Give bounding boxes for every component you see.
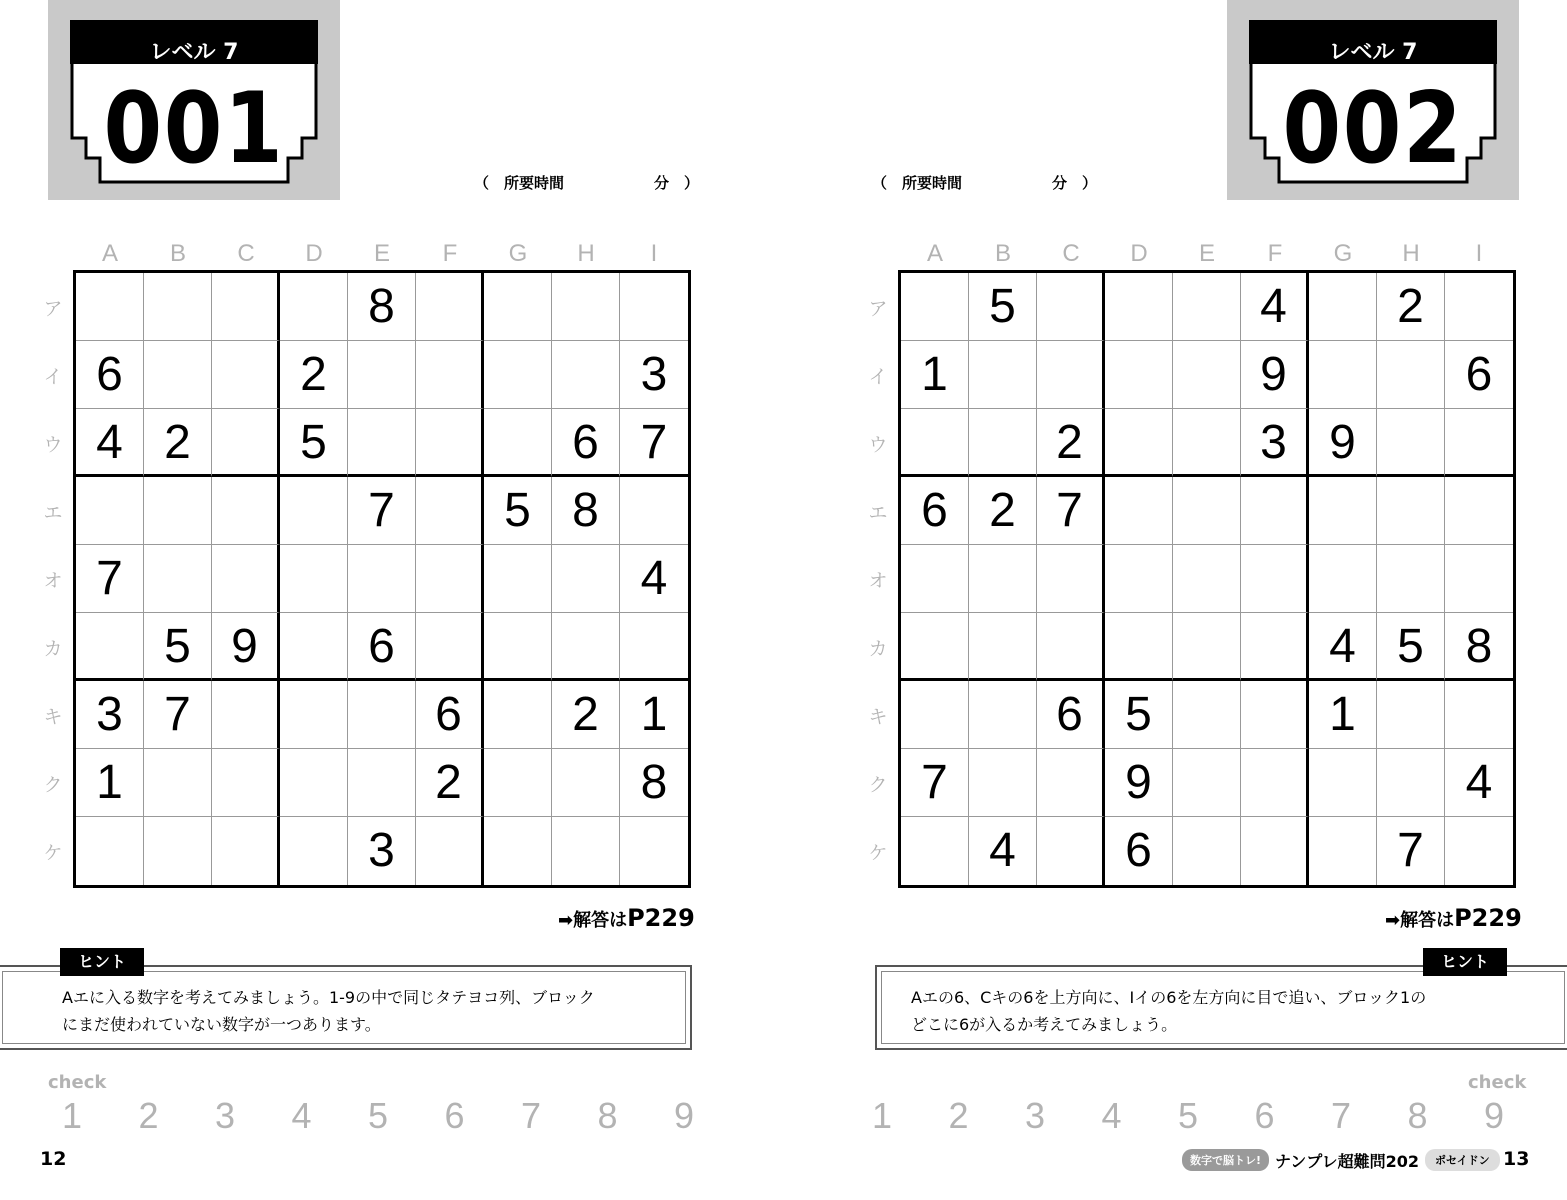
level-label: レベル 7 bbox=[1328, 40, 1418, 65]
grid-cell[interactable] bbox=[416, 817, 484, 885]
grid-cell[interactable] bbox=[969, 749, 1037, 817]
grid-cell[interactable]: 5 bbox=[969, 273, 1037, 341]
grid-cell[interactable] bbox=[1105, 409, 1173, 477]
answer-page: P229 bbox=[1454, 904, 1522, 932]
grid-cell[interactable]: 9 bbox=[212, 613, 280, 681]
grid-cell[interactable] bbox=[1309, 545, 1377, 613]
column-label: I bbox=[650, 240, 658, 267]
hint-text bbox=[911, 984, 1426, 1038]
grid-cell[interactable] bbox=[1037, 273, 1105, 341]
check-number[interactable]: 9 bbox=[1483, 1095, 1505, 1136]
grid-cell[interactable]: 8 bbox=[620, 749, 688, 817]
grid-cell[interactable]: 1 bbox=[620, 681, 688, 749]
grid-cell[interactable] bbox=[1173, 613, 1241, 681]
grid-cell[interactable]: 7 bbox=[901, 749, 969, 817]
right-page bbox=[783, 0, 1567, 1200]
book-footer bbox=[1182, 1148, 1500, 1172]
grid-cell[interactable]: 7 bbox=[1037, 477, 1105, 545]
grid-cell[interactable] bbox=[484, 545, 552, 613]
grid-cell[interactable] bbox=[280, 613, 348, 681]
grid-cell[interactable] bbox=[969, 341, 1037, 409]
check-number[interactable]: 5 bbox=[367, 1095, 389, 1136]
grid-cell[interactable]: 6 bbox=[1445, 341, 1513, 409]
grid-cell[interactable]: 5 bbox=[280, 409, 348, 477]
grid-cell[interactable] bbox=[76, 613, 144, 681]
grid-cell[interactable]: 6 bbox=[1105, 817, 1173, 885]
grid-cell[interactable] bbox=[1037, 613, 1105, 681]
grid-cell[interactable] bbox=[620, 613, 688, 681]
grid-cell[interactable] bbox=[620, 477, 688, 545]
grid-cell[interactable] bbox=[1173, 817, 1241, 885]
grid-cell[interactable]: 8 bbox=[348, 273, 416, 341]
grid-cell[interactable] bbox=[144, 273, 212, 341]
grid-cell[interactable] bbox=[484, 749, 552, 817]
grid-cell[interactable]: 1 bbox=[1309, 681, 1377, 749]
grid-cell[interactable] bbox=[212, 341, 280, 409]
grid-cell[interactable] bbox=[552, 545, 620, 613]
grid-cell[interactable] bbox=[280, 681, 348, 749]
grid-cell[interactable]: 7 bbox=[144, 681, 212, 749]
hint-line: Aエに入る数字を考えてみましょう。1-9の中で同じタテヨコ列、ブロック bbox=[62, 988, 595, 1007]
left-page bbox=[0, 0, 783, 1200]
grid-cell[interactable] bbox=[1241, 817, 1309, 885]
check-number[interactable]: 2 bbox=[138, 1095, 159, 1136]
grid-cell[interactable]: 3 bbox=[76, 681, 144, 749]
grid-cell[interactable] bbox=[901, 545, 969, 613]
grid-cell[interactable] bbox=[901, 817, 969, 885]
hint-line: どこに6が入るか考えてみましょう。 bbox=[911, 1015, 1178, 1034]
grid-cell[interactable]: 1 bbox=[76, 749, 144, 817]
level-badge bbox=[70, 20, 318, 185]
answer-prefix: ➡解答は bbox=[558, 910, 628, 931]
grid-cell[interactable] bbox=[280, 477, 348, 545]
grid-cell[interactable] bbox=[484, 273, 552, 341]
grid-cell[interactable]: 6 bbox=[348, 613, 416, 681]
grid-cell[interactable] bbox=[144, 749, 212, 817]
column-label: C bbox=[237, 240, 255, 267]
grid-cell[interactable] bbox=[484, 613, 552, 681]
grid-cell[interactable]: 6 bbox=[76, 341, 144, 409]
grid-cell[interactable] bbox=[1309, 341, 1377, 409]
hint-text bbox=[62, 984, 595, 1038]
row-label: ケ bbox=[43, 842, 63, 864]
grid-cell[interactable] bbox=[1241, 477, 1309, 545]
answer-reference[interactable] bbox=[558, 904, 695, 932]
grid-cell[interactable] bbox=[348, 749, 416, 817]
grid-cell[interactable] bbox=[1105, 613, 1173, 681]
row-label: ク bbox=[868, 774, 888, 796]
grid-cell[interactable] bbox=[1445, 545, 1513, 613]
grid-cell[interactable]: 2 bbox=[1377, 273, 1445, 341]
hint-label: ヒント bbox=[60, 948, 144, 976]
grid-cell[interactable]: 7 bbox=[1377, 817, 1445, 885]
check-number[interactable]: 3 bbox=[214, 1095, 236, 1136]
grid-cell[interactable] bbox=[280, 545, 348, 613]
grid-cell[interactable]: 4 bbox=[620, 545, 688, 613]
grid-cell[interactable]: 4 bbox=[969, 817, 1037, 885]
row-label: エ bbox=[43, 502, 63, 524]
grid-cell[interactable] bbox=[76, 477, 144, 545]
check-label: check bbox=[48, 1072, 107, 1093]
check-number[interactable]: 9 bbox=[673, 1095, 695, 1136]
grid-cell[interactable] bbox=[280, 273, 348, 341]
hint-line: Aエの6、Cキの6を上方向に、Iイの6を左方向に目で追い、ブロック1の bbox=[911, 988, 1427, 1007]
check-number[interactable]: 8 bbox=[597, 1095, 618, 1136]
grid-cell[interactable] bbox=[1445, 273, 1513, 341]
row-label: エ bbox=[868, 502, 888, 524]
grid-cell[interactable]: 9 bbox=[1309, 409, 1377, 477]
grid-cell[interactable]: 4 bbox=[1445, 749, 1513, 817]
grid-cell[interactable] bbox=[212, 545, 280, 613]
column-label: G bbox=[508, 240, 528, 267]
grid-cell[interactable] bbox=[969, 681, 1037, 749]
column-label: A bbox=[101, 240, 118, 267]
check-number[interactable]: 2 bbox=[948, 1095, 969, 1136]
grid-cell[interactable]: 2 bbox=[1037, 409, 1105, 477]
hint-line: にまだ使われていない数字が一つあります。 bbox=[62, 1015, 381, 1034]
level-badge bbox=[1249, 20, 1497, 185]
grid-cell[interactable] bbox=[1445, 409, 1513, 477]
grid-cell[interactable] bbox=[1105, 273, 1173, 341]
footer-pill: 数字で脳トレ! bbox=[1182, 1149, 1269, 1171]
grid-cell[interactable] bbox=[1445, 681, 1513, 749]
row-label: ク bbox=[43, 774, 63, 796]
grid-cell[interactable] bbox=[620, 273, 688, 341]
grid-cell[interactable] bbox=[1173, 341, 1241, 409]
grid-cell[interactable] bbox=[212, 273, 280, 341]
grid-cell[interactable] bbox=[552, 749, 620, 817]
row-label: カ bbox=[43, 638, 63, 660]
check-number[interactable]: 4 bbox=[1101, 1095, 1122, 1136]
grid-cell[interactable] bbox=[1173, 681, 1241, 749]
check-number[interactable]: 1 bbox=[871, 1095, 893, 1136]
row-label: ケ bbox=[868, 842, 888, 864]
grid-cell[interactable] bbox=[212, 477, 280, 545]
check-number[interactable]: 6 bbox=[444, 1095, 465, 1136]
page-number: 12 bbox=[40, 1148, 67, 1170]
grid-cell[interactable]: 2 bbox=[552, 681, 620, 749]
grid-cell[interactable] bbox=[620, 817, 688, 885]
grid-cell[interactable] bbox=[280, 817, 348, 885]
grid-cell[interactable]: 7 bbox=[76, 545, 144, 613]
grid-cell[interactable] bbox=[144, 341, 212, 409]
grid-cell[interactable] bbox=[1173, 545, 1241, 613]
column-label: G bbox=[1333, 240, 1353, 267]
column-label: F bbox=[442, 240, 458, 267]
answer-reference[interactable] bbox=[1385, 904, 1522, 932]
column-label: A bbox=[926, 240, 943, 267]
grid-cell[interactable]: 8 bbox=[1445, 613, 1513, 681]
grid-cell[interactable] bbox=[1173, 477, 1241, 545]
column-label: D bbox=[305, 240, 323, 267]
grid-cell[interactable] bbox=[1377, 477, 1445, 545]
grid-cell[interactable] bbox=[1445, 477, 1513, 545]
grid-cell[interactable]: 5 bbox=[484, 477, 552, 545]
grid-cell[interactable] bbox=[1309, 273, 1377, 341]
grid-cell[interactable] bbox=[1173, 409, 1241, 477]
grid-cell[interactable]: 9 bbox=[1105, 749, 1173, 817]
row-label: イ bbox=[868, 366, 888, 388]
grid-cell[interactable] bbox=[1241, 545, 1309, 613]
column-label: F bbox=[1267, 240, 1283, 267]
time-field[interactable]: （ 所要時間 分 ） bbox=[474, 174, 700, 192]
grid-cell[interactable]: 5 bbox=[144, 613, 212, 681]
grid-cell[interactable] bbox=[1105, 341, 1173, 409]
grid-cell[interactable] bbox=[484, 341, 552, 409]
footer-title: ナンプレ超難問202 bbox=[1275, 1151, 1419, 1171]
check-number[interactable]: 5 bbox=[1177, 1095, 1199, 1136]
grid-cell[interactable] bbox=[1241, 749, 1309, 817]
grid-cell[interactable]: 5 bbox=[1105, 681, 1173, 749]
row-label: カ bbox=[868, 638, 888, 660]
grid-cell[interactable] bbox=[1037, 749, 1105, 817]
grid-cell[interactable] bbox=[1309, 477, 1377, 545]
row-label: キ bbox=[868, 706, 888, 728]
check-number[interactable]: 6 bbox=[1254, 1095, 1275, 1136]
grid-cell[interactable]: 3 bbox=[1241, 409, 1309, 477]
answer-page: P229 bbox=[627, 904, 695, 932]
grid-cell[interactable] bbox=[76, 273, 144, 341]
grid-cell[interactable] bbox=[901, 409, 969, 477]
grid-cell[interactable] bbox=[552, 817, 620, 885]
grid-cell[interactable]: 4 bbox=[1241, 273, 1309, 341]
grid-cell[interactable] bbox=[212, 409, 280, 477]
grid-cell[interactable] bbox=[552, 341, 620, 409]
grid-cell[interactable]: 6 bbox=[1037, 681, 1105, 749]
row-label: ア bbox=[43, 298, 63, 320]
grid-cell[interactable] bbox=[901, 681, 969, 749]
grid-cell[interactable]: 6 bbox=[901, 477, 969, 545]
grid-cell[interactable] bbox=[212, 749, 280, 817]
column-label: D bbox=[1130, 240, 1148, 267]
grid-cell[interactable] bbox=[969, 613, 1037, 681]
grid-cell[interactable] bbox=[484, 681, 552, 749]
grid-cell[interactable] bbox=[1105, 477, 1173, 545]
grid-cell[interactable]: 4 bbox=[76, 409, 144, 477]
page-number: 13 bbox=[1503, 1148, 1530, 1170]
grid-cell[interactable]: 4 bbox=[1309, 613, 1377, 681]
grid-cell[interactable]: 2 bbox=[144, 409, 212, 477]
column-label: E bbox=[1198, 240, 1215, 267]
column-label: C bbox=[1062, 240, 1080, 267]
grid-cell[interactable] bbox=[416, 545, 484, 613]
grid-cell[interactable]: 2 bbox=[416, 749, 484, 817]
row-label: オ bbox=[43, 570, 63, 592]
grid-cell[interactable] bbox=[1309, 749, 1377, 817]
sudoku-grid bbox=[898, 270, 1516, 888]
grid-cell[interactable] bbox=[1037, 545, 1105, 613]
grid-cell[interactable] bbox=[1241, 681, 1309, 749]
check-number[interactable]: 8 bbox=[1407, 1095, 1428, 1136]
grid-cell[interactable] bbox=[1105, 545, 1173, 613]
grid-cell[interactable] bbox=[144, 817, 212, 885]
row-label: ウ bbox=[43, 434, 63, 456]
grid-cell[interactable]: 9 bbox=[1241, 341, 1309, 409]
check-number[interactable]: 7 bbox=[520, 1095, 542, 1136]
grid-cell[interactable] bbox=[1173, 273, 1241, 341]
row-label: ウ bbox=[868, 434, 888, 456]
grid-cell[interactable] bbox=[901, 273, 969, 341]
grid-cell[interactable] bbox=[1377, 409, 1445, 477]
check-number[interactable]: 7 bbox=[1330, 1095, 1352, 1136]
grid-cell[interactable] bbox=[416, 409, 484, 477]
row-label: オ bbox=[868, 570, 888, 592]
answer-prefix: ➡解答は bbox=[1385, 910, 1455, 931]
grid-cell[interactable]: 5 bbox=[1377, 613, 1445, 681]
grid-cell[interactable] bbox=[969, 409, 1037, 477]
grid-cell[interactable] bbox=[348, 341, 416, 409]
column-label: B bbox=[169, 240, 186, 267]
grid-cell[interactable] bbox=[76, 817, 144, 885]
grid-cell[interactable] bbox=[416, 477, 484, 545]
time-field[interactable]: （ 所要時間 分 ） bbox=[872, 174, 1098, 192]
grid-cell[interactable] bbox=[1037, 817, 1105, 885]
grid-cell[interactable]: 6 bbox=[552, 409, 620, 477]
grid-cell[interactable] bbox=[484, 409, 552, 477]
grid-cell[interactable] bbox=[1445, 817, 1513, 885]
level-label: レベル 7 bbox=[149, 40, 239, 65]
grid-cell[interactable] bbox=[1377, 545, 1445, 613]
grid-cell[interactable]: 2 bbox=[280, 341, 348, 409]
check-label: check bbox=[1468, 1072, 1527, 1093]
grid-cell[interactable] bbox=[1241, 613, 1309, 681]
grid-cell[interactable] bbox=[144, 477, 212, 545]
grid-cell[interactable] bbox=[144, 545, 212, 613]
column-label: E bbox=[373, 240, 390, 267]
grid-cell[interactable] bbox=[552, 273, 620, 341]
check-number[interactable]: 1 bbox=[61, 1095, 83, 1136]
grid-cell[interactable] bbox=[1309, 817, 1377, 885]
grid-cell[interactable] bbox=[1377, 341, 1445, 409]
grid-cell[interactable] bbox=[1377, 749, 1445, 817]
row-label: イ bbox=[43, 366, 63, 388]
row-label: ア bbox=[868, 298, 888, 320]
grid-cell[interactable] bbox=[416, 273, 484, 341]
column-label: H bbox=[577, 240, 595, 267]
grid-cell[interactable] bbox=[416, 341, 484, 409]
grid-cell[interactable]: 7 bbox=[348, 477, 416, 545]
grid-cell[interactable] bbox=[212, 817, 280, 885]
puzzle-number: 001 bbox=[103, 72, 285, 186]
hint-label: ヒント bbox=[1423, 948, 1507, 976]
check-number[interactable]: 4 bbox=[291, 1095, 312, 1136]
grid-cell[interactable]: 1 bbox=[901, 341, 969, 409]
grid-cell[interactable]: 2 bbox=[969, 477, 1037, 545]
grid-cell[interactable]: 6 bbox=[416, 681, 484, 749]
grid-cell[interactable] bbox=[1377, 681, 1445, 749]
grid-cell[interactable]: 7 bbox=[620, 409, 688, 477]
grid-cell[interactable]: 3 bbox=[348, 817, 416, 885]
grid-cell[interactable] bbox=[552, 613, 620, 681]
grid-cell[interactable] bbox=[212, 681, 280, 749]
grid-cell[interactable] bbox=[280, 749, 348, 817]
grid-cell[interactable] bbox=[348, 545, 416, 613]
puzzle-number: 002 bbox=[1282, 72, 1464, 186]
grid-cell[interactable] bbox=[416, 613, 484, 681]
grid-cell[interactable] bbox=[969, 545, 1037, 613]
column-label: I bbox=[1475, 240, 1483, 267]
grid-cell[interactable]: 3 bbox=[620, 341, 688, 409]
grid-cell[interactable] bbox=[901, 613, 969, 681]
footer-publisher: ポセイドン bbox=[1425, 1149, 1500, 1171]
row-label: キ bbox=[43, 706, 63, 728]
grid-cell[interactable] bbox=[348, 681, 416, 749]
sudoku-grid bbox=[73, 270, 691, 888]
column-label: B bbox=[994, 240, 1011, 267]
check-number[interactable]: 3 bbox=[1024, 1095, 1046, 1136]
grid-cell[interactable]: 8 bbox=[552, 477, 620, 545]
grid-cell[interactable] bbox=[484, 817, 552, 885]
grid-cell[interactable] bbox=[1173, 749, 1241, 817]
column-label: H bbox=[1402, 240, 1420, 267]
grid-cell[interactable] bbox=[348, 409, 416, 477]
grid-cell[interactable] bbox=[1037, 341, 1105, 409]
